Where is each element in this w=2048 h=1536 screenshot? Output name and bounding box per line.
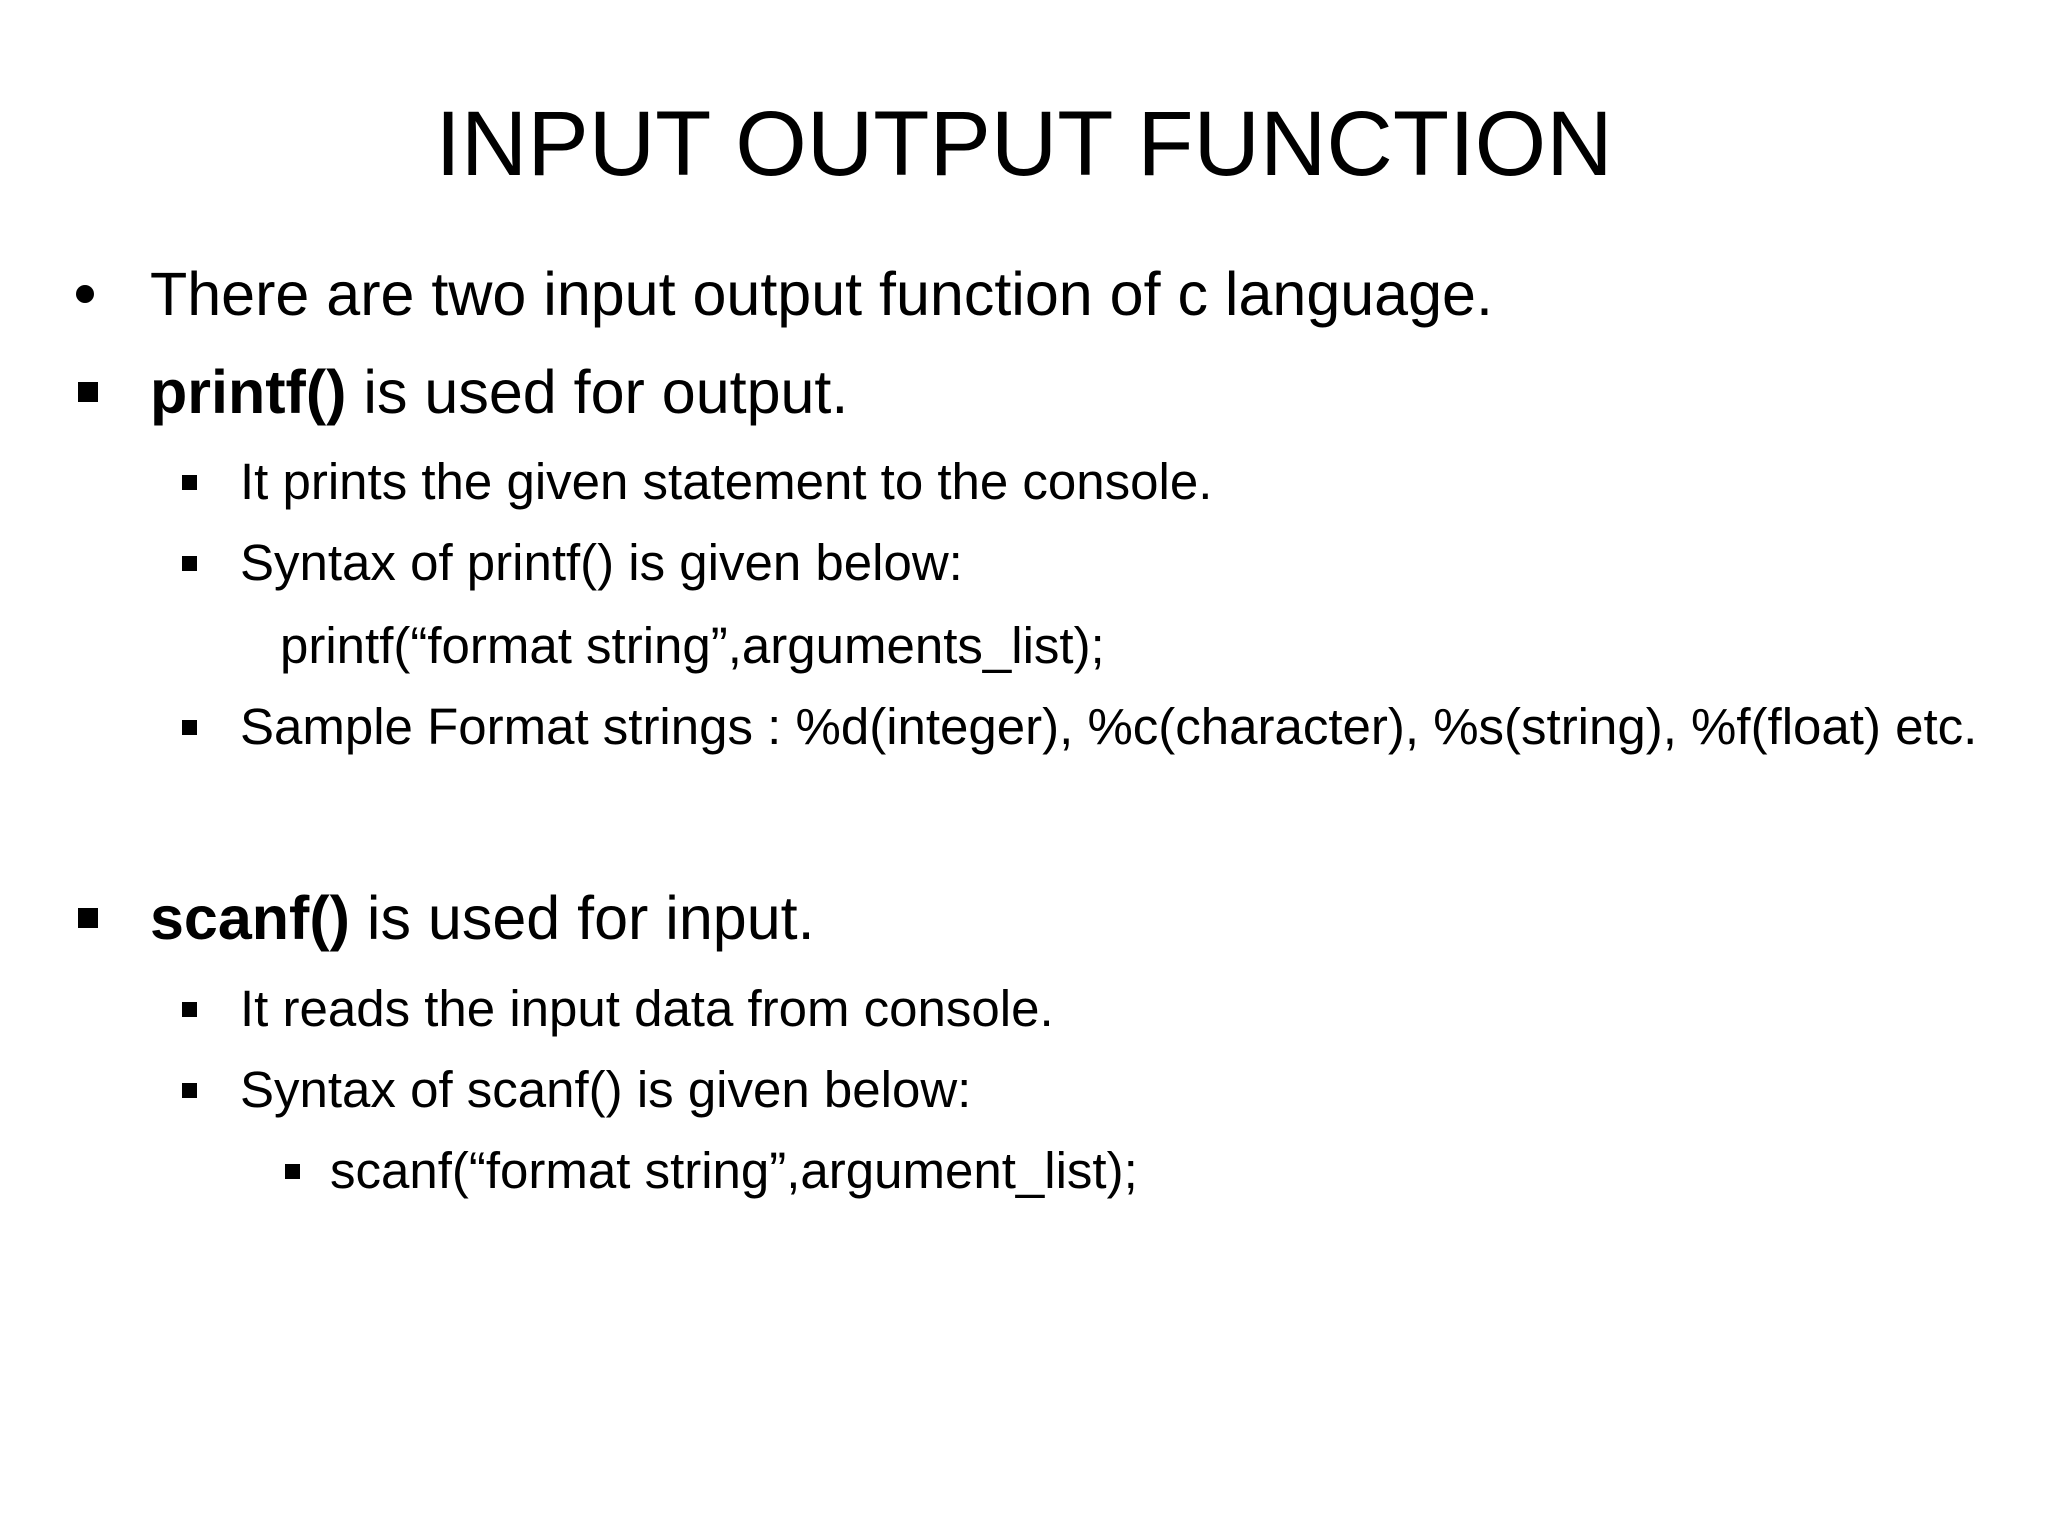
square-bullet-icon: [78, 382, 98, 402]
square-bullet-icon: [182, 475, 197, 490]
scanf-syntax: scanf(“format string”,argument_list);: [330, 1142, 1138, 1199]
printf-keyword: printf(): [150, 358, 347, 426]
square-bullet-icon: [285, 1164, 300, 1179]
square-bullet-icon: [78, 908, 98, 928]
printf-syntax: printf(“format string”,arguments_list);: [280, 617, 1105, 674]
square-bullet-icon: [182, 1083, 197, 1098]
square-bullet-icon: [182, 720, 197, 735]
printf-item-2: Syntax of printf() is given below:: [240, 534, 963, 591]
scanf-heading: [150, 882, 815, 954]
printf-heading: [150, 356, 848, 428]
square-bullet-icon: [182, 556, 197, 571]
slide-title: INPUT OUTPUT FUNCTION: [435, 93, 1613, 195]
scanf-item-2: Syntax of scanf() is given below:: [240, 1061, 972, 1118]
intro-text: There are two input output function of c language.: [150, 260, 1493, 328]
square-bullet-icon: [182, 1002, 197, 1017]
printf-formats: Sample Format strings : %d(integer), %c(character), %s(string), %f(float) etc.: [240, 698, 1978, 755]
printf-heading-rest: is used for output.: [346, 358, 849, 426]
printf-item-1: It prints the given statement to the console.: [240, 453, 1213, 510]
scanf-item-1: It reads the input data from console.: [240, 980, 1054, 1037]
scanf-heading-rest: is used for input.: [349, 884, 815, 952]
scanf-keyword: scanf(): [150, 884, 350, 952]
round-bullet-icon: [76, 285, 94, 303]
